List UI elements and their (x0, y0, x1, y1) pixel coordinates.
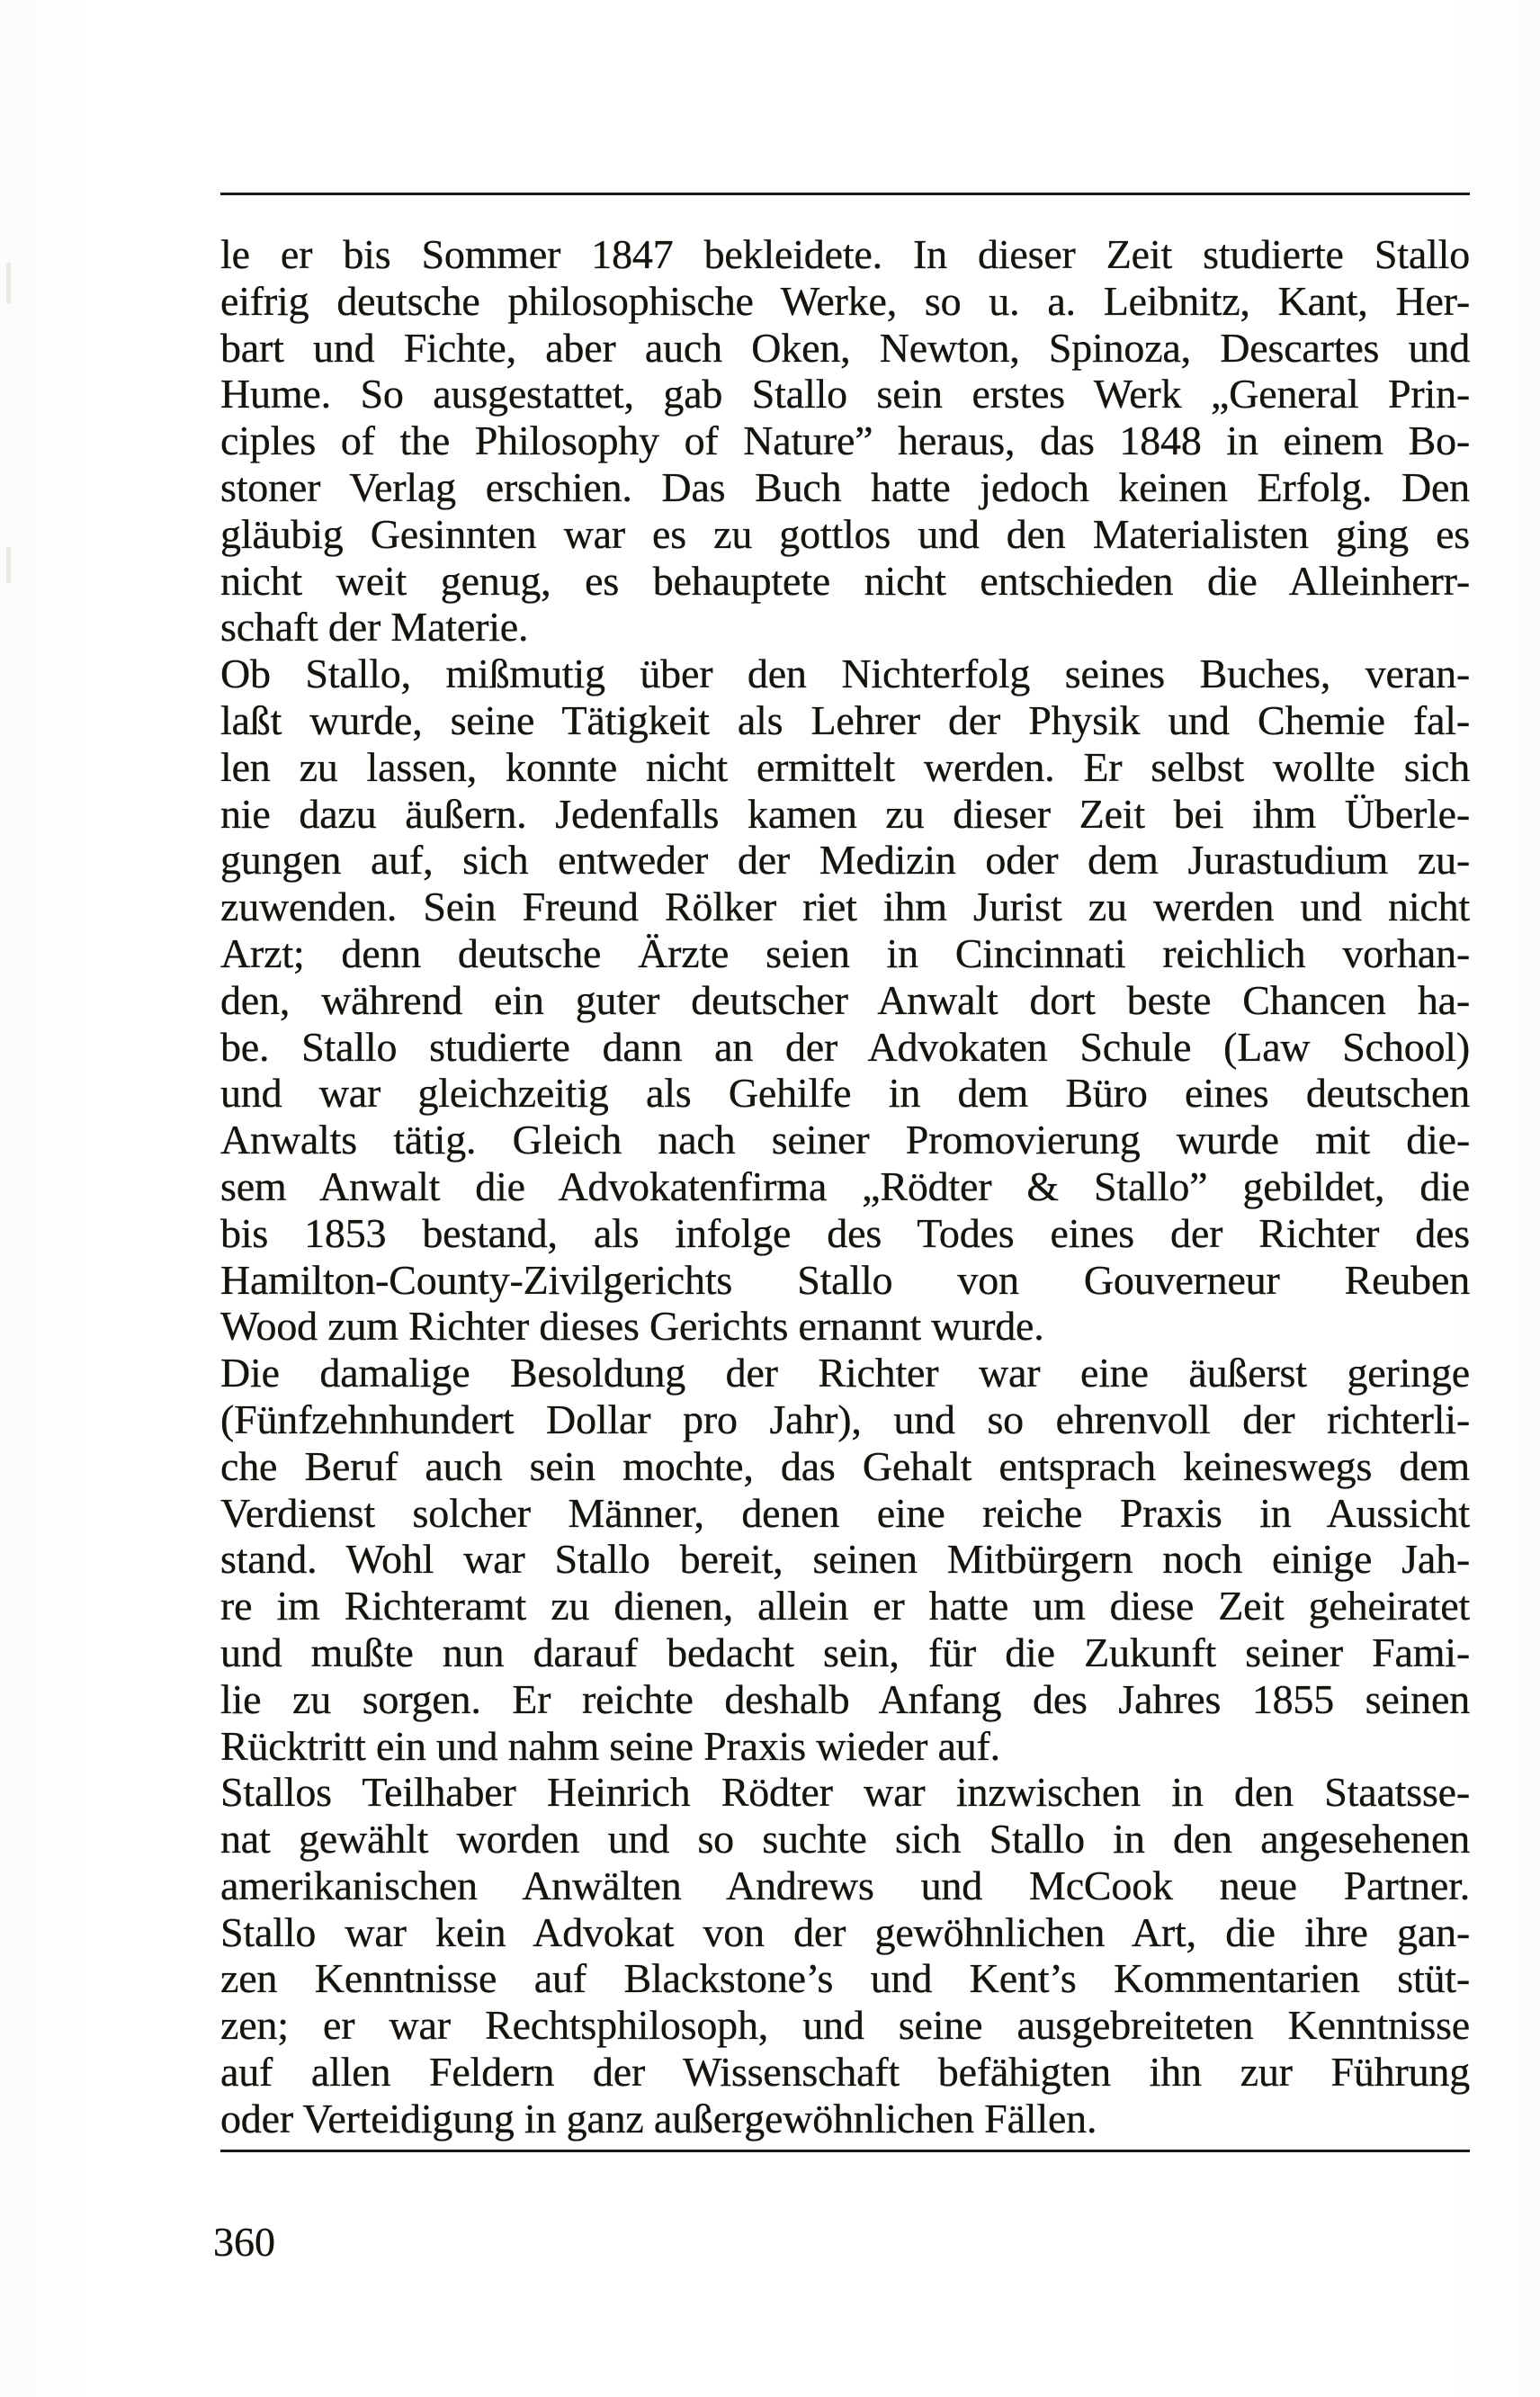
text-line-7: gläubig Gesinnten war es zu gottlos und den Materialisten ging es (220, 510, 1470, 557)
text-line-1: le er bis Sommer 1847 bekleidete. In dieser Zeit studierte Stallo (220, 231, 1470, 277)
text-line-14: gungen auf, sich entweder der Medizin oder dem Jurastudium zu- (220, 837, 1470, 884)
text-line-31: und mußte nun darauf bedacht sein, für die Zukunft seiner Fami- (220, 1629, 1470, 1675)
text-line-11: laßt wurde, seine Tätigkeit als Lehrer der Physik und Chemie fal- (220, 696, 1470, 743)
text-line-16: Arzt; denn deutsche Ärzte seien in Cincinnati reichlich vorhan- (220, 929, 1470, 976)
scan-artifact (6, 263, 11, 304)
text-line-23: Hamilton-County-Zivilgerichts Stallo von Gouverneur Reuben (220, 1256, 1470, 1303)
text-line-27: che Beruf auch sein mochte, das Gehalt entsprach keineswegs dem (220, 1442, 1470, 1489)
text-line-4: Hume. So ausgestattet, gab Stallo sein erstes Werk „General Prin- (220, 371, 1470, 417)
text-line-37: Stallo war kein Advokat von der gewöhnlichen Art, die ihre gan- (220, 1908, 1470, 1955)
text-line-33: Rücktritt ein und nahm seine Praxis wieder auf. (220, 1722, 1000, 1769)
text-line-6: stoner Verlag erschien. Das Buch hatte jedoch keinen Erfolg. Den (220, 463, 1470, 510)
text-line-17: den, während ein guter deutscher Anwalt dort beste Chancen ha- (220, 976, 1470, 1023)
text-line-22: bis 1853 bestand, als infolge des Todes eines der Richter des (220, 1209, 1470, 1256)
text-line-10: Ob Stallo, mißmutig über den Nichterfolg seines Buches, veran- (220, 651, 1470, 697)
text-line-26: (Fünfzehnhundert Dollar pro Jahr), und so ehrenvoll der richterli- (220, 1396, 1470, 1442)
bottom-rule (220, 2150, 1470, 2152)
body-text (220, 231, 1470, 2142)
top-rule (220, 193, 1470, 195)
text-line-15: zuwenden. Sein Freund Rölker riet ihm Jurist zu werden und nicht (220, 884, 1470, 930)
text-line-40: auf allen Feldern der Wissenschaft befähigten ihn zur Führung (220, 2049, 1470, 2096)
text-line-30: re im Richteramt zu dienen, allein er hatte um diese Zeit geheiratet (220, 1583, 1470, 1629)
text-line-3: bart und Fichte, aber auch Oken, Newton, Spinoza, Descartes und (220, 324, 1470, 371)
text-line-8: nicht weit genug, es behauptete nicht entschieden die Alleinherr- (220, 557, 1470, 604)
text-line-5: ciples of the Philosophy of Nature” heraus, das 1848 in einem Bo- (220, 417, 1470, 464)
text-line-28: Verdienst solcher Männer, denen eine reiche Praxis in Aussicht (220, 1489, 1470, 1536)
text-line-2: eifrig deutsche philosophische Werke, so u. a. Leibnitz, Kant, Her- (220, 277, 1470, 324)
text-line-21: sem Anwalt die Advokatenfirma „Rödter & Stallo” gebildet, die (220, 1163, 1470, 1209)
scan-artifact (6, 547, 11, 583)
text-line-24: Wood zum Richter dieses Gerichts ernannt wurde. (220, 1303, 1044, 1350)
page-number: 360 (213, 2219, 275, 2265)
text-line-39: zen; er war Rechtsphilosoph, und seine ausgebreiteten Kenntnisse (220, 2002, 1470, 2049)
text-line-19: und war gleichzeitig als Gehilfe in dem Büro eines deutschen (220, 1070, 1470, 1117)
text-line-41: oder Verteidigung in ganz außergewöhnlichen Fällen. (220, 2095, 1097, 2141)
text-line-35: nat gewählt worden und so suchte sich Stallo in den angesehenen (220, 1816, 1470, 1863)
text-line-20: Anwalts tätig. Gleich nach seiner Promovierung wurde mit die- (220, 1117, 1470, 1163)
text-line-29: stand. Wohl war Stallo bereit, seinen Mitbürgern noch einige Jah- (220, 1536, 1470, 1583)
text-line-13: nie dazu äußern. Jedenfalls kamen zu dieser Zeit bei ihm Überle- (220, 790, 1470, 837)
text-line-36: amerikanischen Anwälten Andrews und McCook neue Partner. (220, 1862, 1470, 1908)
text-line-32: lie zu sorgen. Er reichte deshalb Anfang des Jahres 1855 seinen (220, 1675, 1470, 1722)
text-line-25: Die damalige Besoldung der Richter war eine äußerst geringe (220, 1350, 1470, 1396)
text-line-18: be. Stallo studierte dann an der Advokaten Schule (Law School) (220, 1023, 1470, 1070)
text-line-12: len zu lassen, konnte nicht ermittelt werden. Er selbst wollte sich (220, 743, 1470, 790)
text-line-34: Stallos Teilhaber Heinrich Rödter war inzwischen in den Staatsse- (220, 1769, 1470, 1816)
text-line-38: zen Kenntnisse auf Blackstone’s und Kent’s Kommentarien stüt- (220, 1955, 1470, 2002)
text-line-9: schaft der Materie. (220, 604, 529, 651)
